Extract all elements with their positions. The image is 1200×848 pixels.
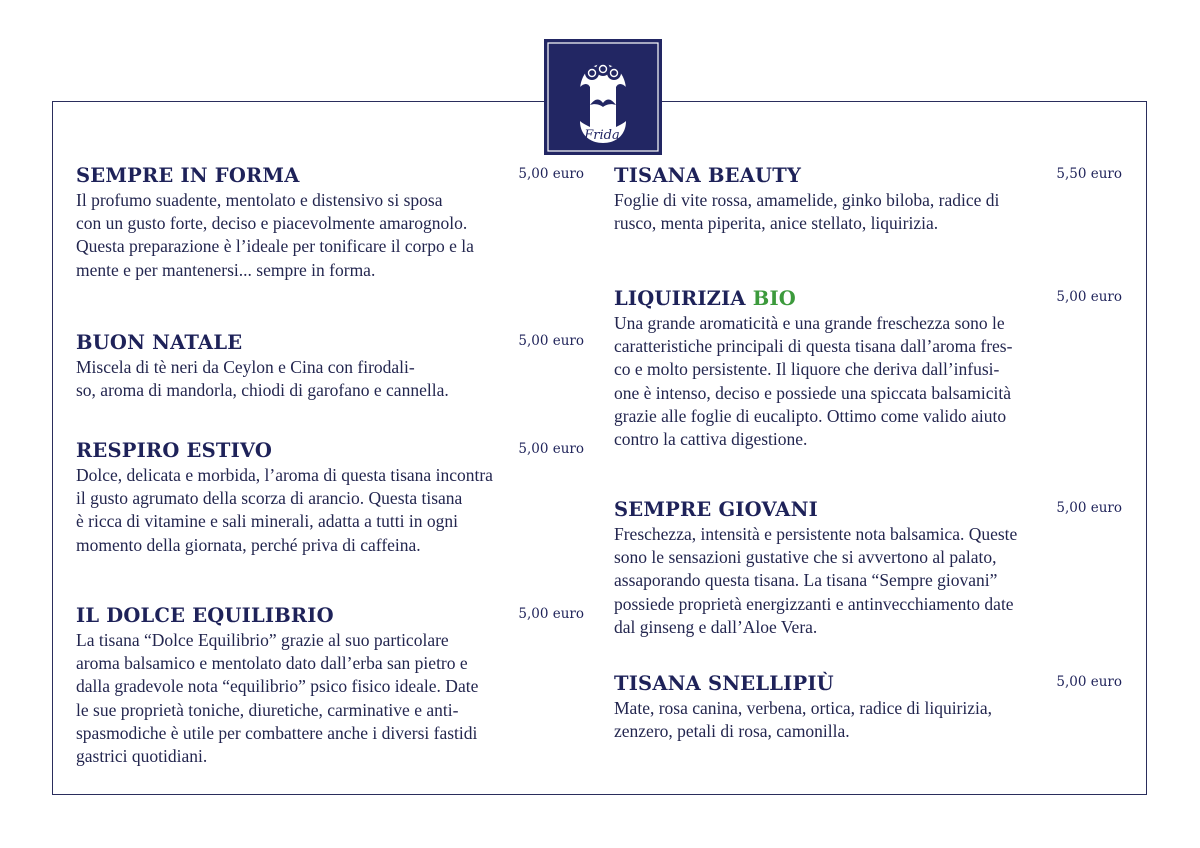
description-line: le sue proprietà toniche, diuretiche, carminative e anti- [76, 699, 459, 720]
description-line: Il profumo suadente, mentolato e distensivo si sposa [76, 190, 443, 210]
menu-item-tisana-beauty [614, 164, 1122, 235]
description-line: possiede proprietà energizzanti e antinvecchiamento date [614, 593, 1014, 614]
menu-item-buon-natale [76, 331, 584, 402]
description-line: mente e per mantenersi... sempre in forma. [76, 259, 376, 280]
menu-item-liquirizia-bio [614, 287, 1122, 451]
menu-item-tisana-snellipiu [614, 672, 1122, 743]
description-line: dal ginseng e dall’Aloe Vera. [614, 616, 818, 637]
item-description [614, 697, 1122, 743]
item-title: SEMPRE GIOVANI [614, 498, 818, 521]
menu-item-sempre-in-forma [76, 164, 584, 282]
description-line: rusco, menta piperita, anice stellato, liquirizia. [614, 213, 939, 234]
description-line: Una grande aromaticità e una grande freschezza sono le [614, 313, 1005, 333]
description-line: Dolce, delicata e morbida, l’aroma di questa tisana incontra [76, 465, 493, 485]
description-line: sono le sensazioni gustative che si avvertono al palato, [614, 547, 997, 568]
description-line: dalla gradevole nota “equilibrio” psico fisico ideale. Date [76, 676, 479, 697]
item-title: TISANA BEAUTY [614, 164, 802, 187]
item-title: SEMPRE IN FORMA [76, 164, 300, 187]
description-line: gastrici quotidiani. [76, 746, 208, 767]
svg-text:Frida: Frida [584, 128, 620, 143]
item-description [76, 356, 584, 402]
description-line: contro la cattiva digestione. [614, 429, 808, 450]
item-description [76, 189, 584, 282]
item-title: BUON NATALE [76, 331, 243, 354]
item-description [614, 312, 1122, 451]
description-line: La tisana “Dolce Equilibrio” grazie al suo particolare [76, 630, 449, 650]
description-line: grazie alle foglie di eucalipto. Ottimo come valido aiuto [614, 405, 1007, 426]
description-line: Miscela di tè neri da Ceylon e Cina con firodali- [76, 357, 415, 377]
description-line: caratteristiche principali di questa tisana dall’aroma fres- [614, 336, 1013, 357]
item-price: 5,00 euro [518, 166, 584, 182]
description-line: Questa preparazione è l’ideale per tonificare il corpo e la [76, 236, 474, 257]
item-description [614, 523, 1122, 639]
item-price: 5,00 euro [518, 441, 584, 457]
description-line: one è intenso, deciso e possiede una spiccata balsamicità [614, 382, 1012, 403]
item-price: 5,00 euro [1056, 500, 1122, 516]
description-line: co e molto persistente. Il liquore che deriva dall’infusi- [614, 359, 1000, 380]
item-description [76, 464, 584, 557]
item-title [614, 287, 1122, 311]
description-line: momento della giornata, perché priva di caffeina. [76, 534, 421, 555]
description-line: Mate, rosa canina, verbena, ortica, radice di liquirizia, [614, 698, 993, 718]
item-title: RESPIRO ESTIVO [76, 439, 273, 462]
item-price: 5,00 euro [518, 333, 584, 349]
item-price: 5,00 euro [1056, 289, 1122, 305]
description-line: assaporando questa tisana. La tisana “Sempre giovani” [614, 570, 998, 591]
item-price: 5,00 euro [1056, 674, 1122, 690]
description-line: è ricca di vitamine e sali minerali, adatta a tutti in ogni [76, 511, 458, 532]
item-description [76, 629, 584, 768]
frida-portrait-icon [544, 39, 662, 155]
menu-item-respiro-estivo [76, 439, 584, 557]
description-line: so, aroma di mandorla, chiodi di garofano e cannella. [76, 380, 449, 401]
item-title: TISANA SNELLIPIÙ [614, 672, 834, 695]
frida-logo [544, 39, 662, 155]
item-price: 5,50 euro [1056, 166, 1122, 182]
menu-item-il-dolce-equilibrio [76, 604, 584, 768]
description-line: il gusto agrumato della scorza di arancio. Questa tisana [76, 488, 463, 509]
item-price: 5,00 euro [518, 606, 584, 622]
description-line: con un gusto forte, deciso e piacevolmente amarognolo. [76, 213, 468, 234]
bio-tag: BIO [752, 287, 796, 310]
description-line: zenzero, petali di rosa, camonilla. [614, 721, 850, 742]
description-line: spasmodiche è utile per combattere anche i diversi fastidi [76, 722, 478, 743]
description-line: aroma balsamico e mentolato dato dall’erba san pietro e [76, 653, 468, 674]
item-description [614, 189, 1122, 235]
description-line: Freschezza, intensità e persistente nota balsamica. Queste [614, 524, 1018, 544]
menu-item-sempre-giovani [614, 498, 1122, 639]
item-title-text: LIQUIRIZIA [614, 287, 746, 310]
description-line: Foglie di vite rossa, amamelide, ginko biloba, radice di [614, 190, 1000, 210]
item-title: IL DOLCE EQUILIBRIO [76, 604, 334, 627]
